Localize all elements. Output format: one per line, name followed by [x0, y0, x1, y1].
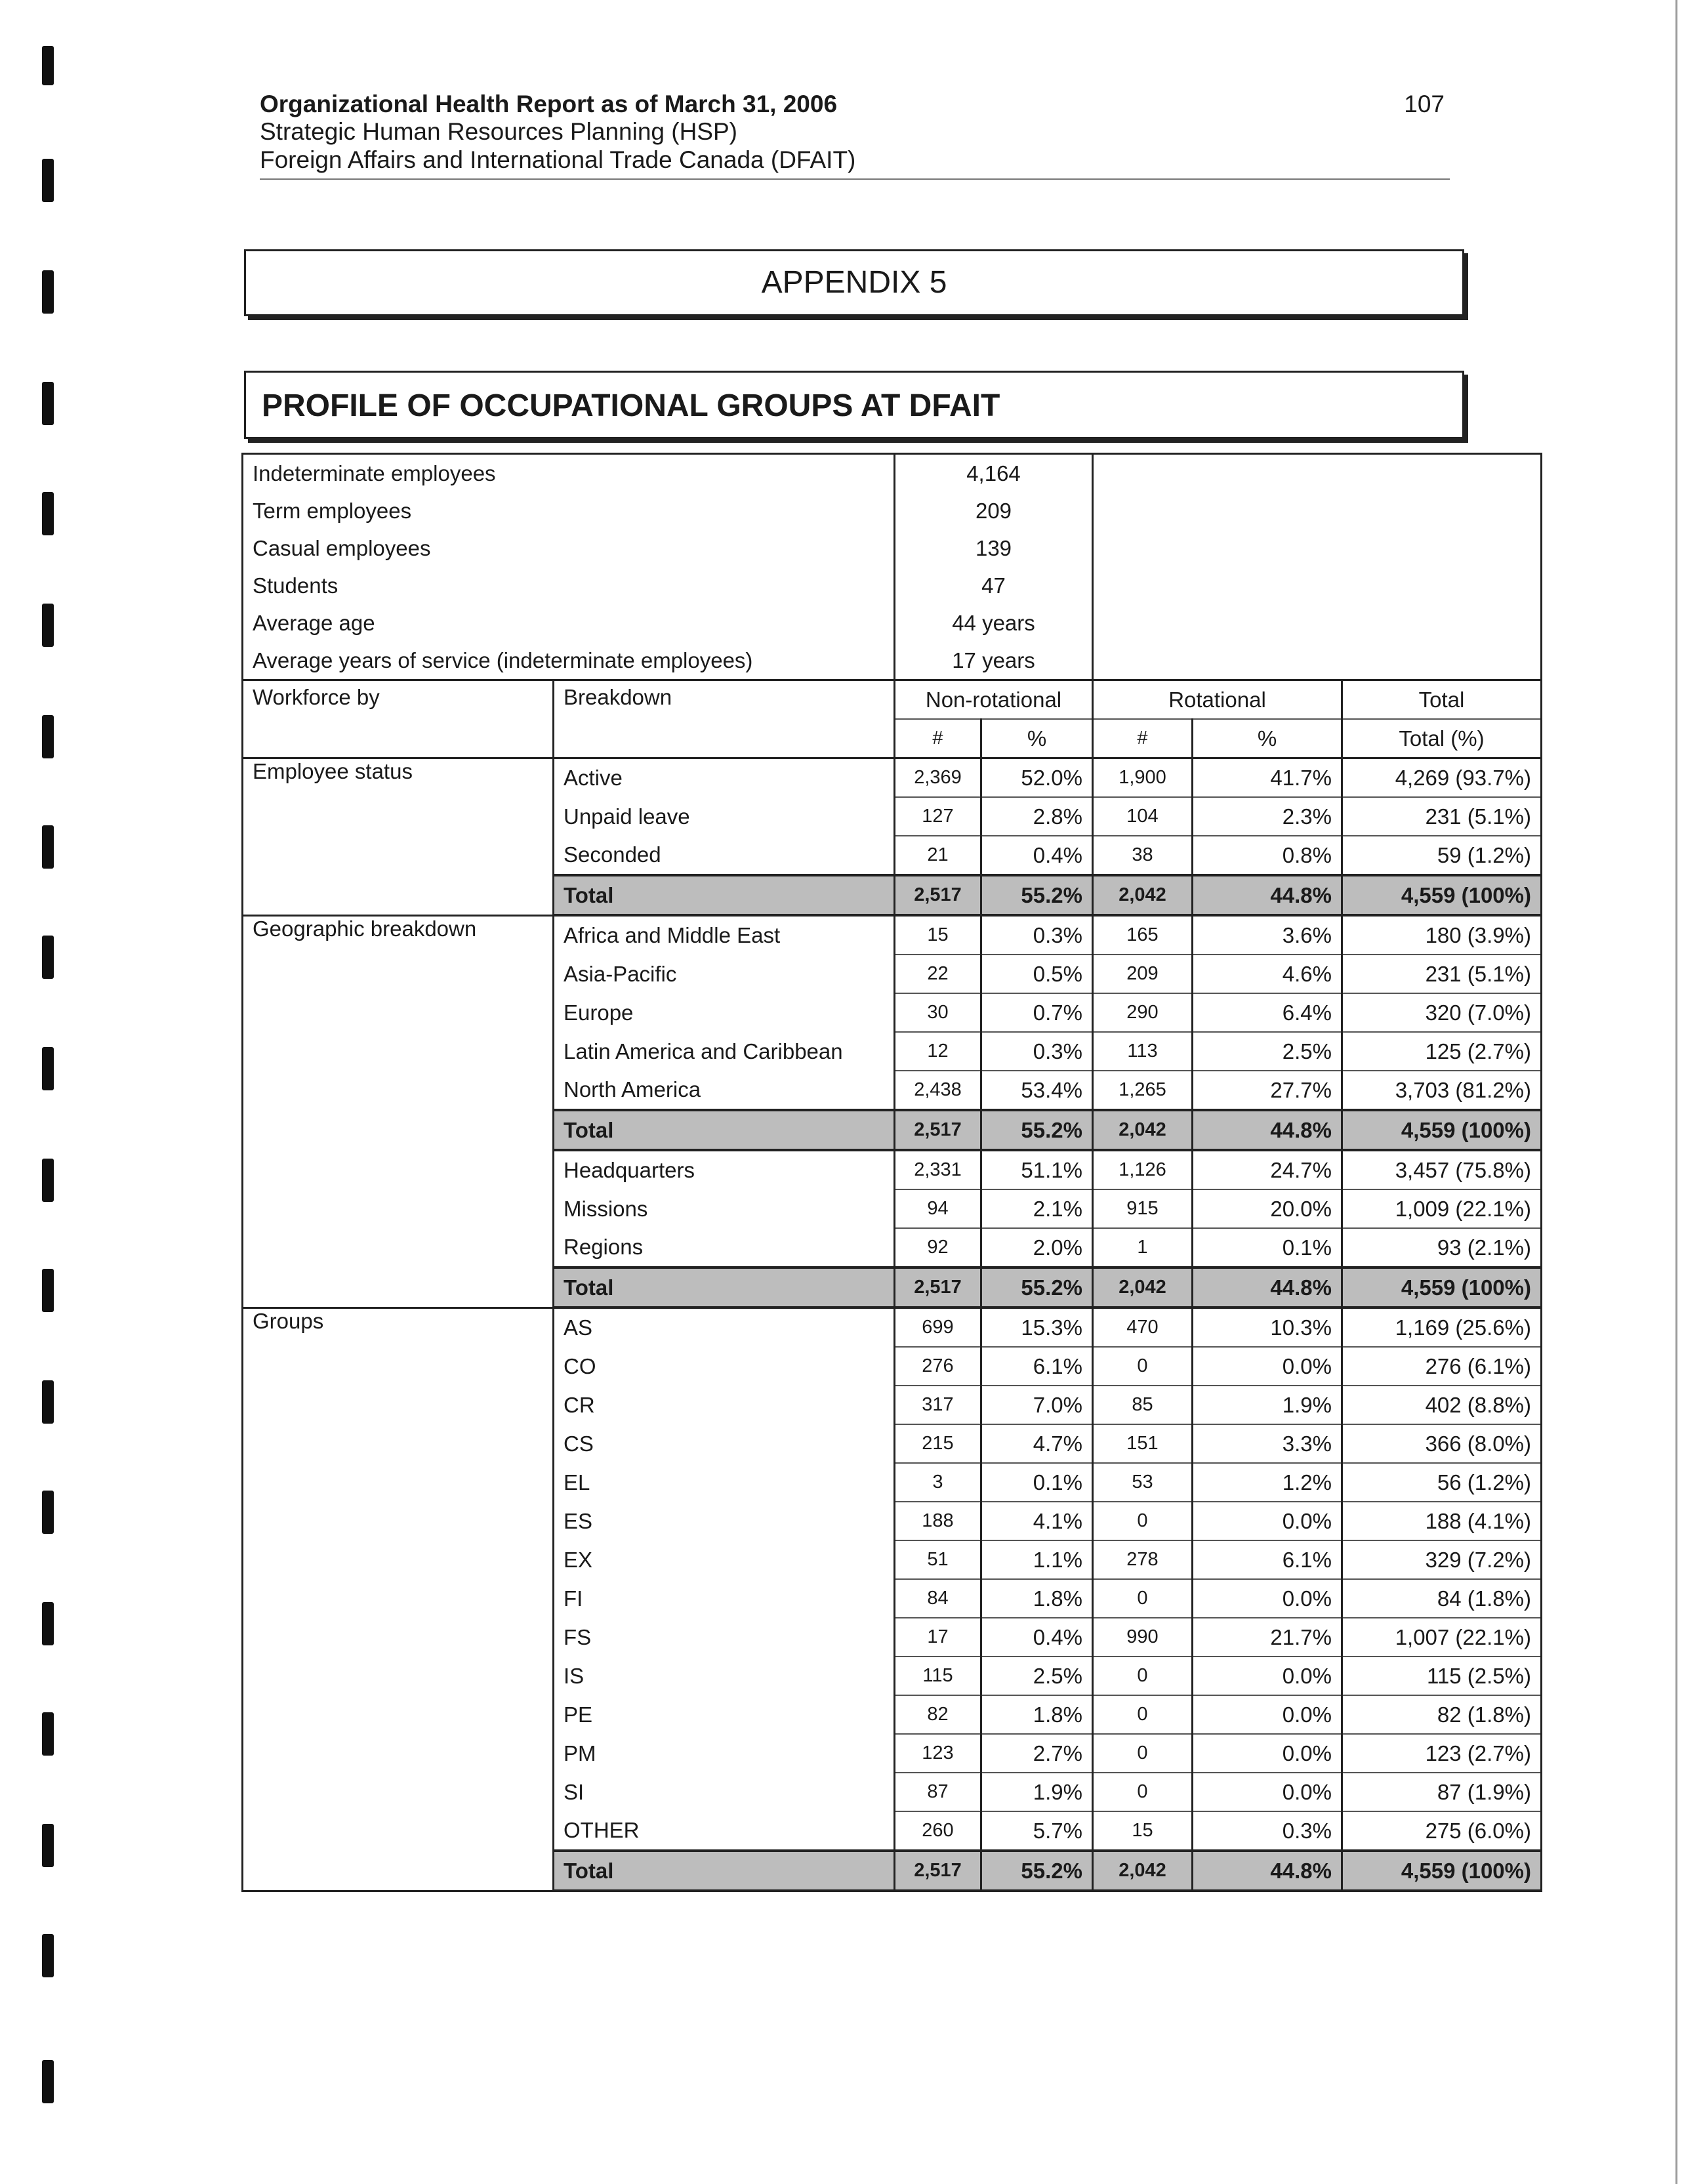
binder-hole-mark: [42, 1269, 54, 1312]
nonrot-count-cell: 87: [895, 1773, 981, 1811]
table-row: [243, 758, 1542, 798]
binder-hole-mark: [42, 1047, 54, 1090]
nonrot-count-cell: 317: [895, 1386, 981, 1424]
summary-row: [243, 567, 1542, 604]
rot-pct-cell: 27.7%: [1193, 1071, 1342, 1110]
page-number: 107: [1404, 91, 1445, 117]
total-cell: 59 (1.2%): [1342, 836, 1542, 875]
total-cell: 402 (8.8%): [1342, 1386, 1542, 1424]
total-cell: 231 (5.1%): [1342, 797, 1542, 836]
summary-block: [243, 454, 1542, 680]
rot-pct-cell: 0.0%: [1193, 1347, 1342, 1386]
nonrot-count-cell: 2,369: [895, 758, 981, 798]
nonrot-pct-cell: 1.8%: [981, 1695, 1093, 1734]
total-cell: 125 (2.7%): [1342, 1032, 1542, 1071]
summary-row: [243, 604, 1542, 642]
rot-pct-cell: 41.7%: [1193, 758, 1342, 798]
breakdown-cell: Latin America and Caribbean: [554, 1032, 895, 1071]
total-cell: 4,559 (100%): [1342, 1110, 1542, 1150]
summary-blank: [1093, 642, 1542, 680]
summary-row: [243, 492, 1542, 529]
breakdown-cell: CO: [554, 1347, 895, 1386]
profile-table: [241, 453, 1542, 1892]
breakdown-cell: CR: [554, 1386, 895, 1424]
nonrot-pct-cell: 0.3%: [981, 915, 1093, 955]
nonrot-pct-cell: 0.4%: [981, 1618, 1093, 1657]
breakdown-cell: Regions: [554, 1228, 895, 1267]
binder-hole-mark: [42, 1934, 54, 1977]
rot-count-cell: 278: [1093, 1540, 1193, 1579]
breakdown-cell: FI: [554, 1579, 895, 1618]
rot-pct-cell: 0.0%: [1193, 1773, 1342, 1811]
section-label: Employee status: [243, 758, 554, 916]
col-workforce-by: Workforce by: [243, 680, 554, 758]
rot-pct-cell: 44.8%: [1193, 1851, 1342, 1891]
breakdown-cell: ES: [554, 1502, 895, 1540]
nonrot-count-cell: 30: [895, 993, 981, 1032]
rot-count-cell: 0: [1093, 1657, 1193, 1695]
rot-pct-cell: 0.0%: [1193, 1695, 1342, 1734]
nonrot-count-cell: 2,438: [895, 1071, 981, 1110]
summary-value: 4,164: [895, 454, 1093, 493]
summary-label: Average years of service (indeterminate employees): [243, 642, 895, 680]
rot-pct-cell: 0.0%: [1193, 1657, 1342, 1695]
nonrot-count-cell: 22: [895, 955, 981, 993]
nonrot-pct-cell: 55.2%: [981, 1110, 1093, 1150]
rot-count-cell: 165: [1093, 915, 1193, 955]
nonrot-pct-cell: 55.2%: [981, 875, 1093, 915]
rot-count-cell: 2,042: [1093, 1851, 1193, 1891]
nonrot-count-cell: 276: [895, 1347, 981, 1386]
binder-hole-mark: [42, 2060, 54, 2103]
rot-count-cell: 915: [1093, 1189, 1193, 1228]
col-r-pct: %: [1193, 719, 1342, 758]
table-row: [243, 1308, 1542, 1347]
nonrot-count-cell: 82: [895, 1695, 981, 1734]
rot-count-cell: 0: [1093, 1734, 1193, 1773]
total-cell: 123 (2.7%): [1342, 1734, 1542, 1773]
col-non-rotational: Non-rotational: [895, 680, 1093, 720]
total-cell: 180 (3.9%): [1342, 915, 1542, 955]
nonrot-pct-cell: 0.3%: [981, 1032, 1093, 1071]
nonrot-pct-cell: 1.8%: [981, 1579, 1093, 1618]
rot-pct-cell: 0.3%: [1193, 1811, 1342, 1851]
total-cell: 82 (1.8%): [1342, 1695, 1542, 1734]
rot-pct-cell: 6.4%: [1193, 993, 1342, 1032]
binder-hole-mark: [42, 1602, 54, 1645]
summary-label: Average age: [243, 604, 895, 642]
col-r-num: #: [1093, 719, 1193, 758]
rot-count-cell: 2,042: [1093, 1267, 1193, 1308]
rot-count-cell: 104: [1093, 797, 1193, 836]
breakdown-cell: IS: [554, 1657, 895, 1695]
nonrot-pct-cell: 4.1%: [981, 1502, 1093, 1540]
breakdown-cell: Total: [554, 875, 895, 915]
col-nr-pct: %: [981, 719, 1093, 758]
total-cell: 87 (1.9%): [1342, 1773, 1542, 1811]
nonrot-count-cell: 699: [895, 1308, 981, 1347]
summary-blank: [1093, 567, 1542, 604]
nonrot-pct-cell: 2.8%: [981, 797, 1093, 836]
total-cell: 1,169 (25.6%): [1342, 1308, 1542, 1347]
section-label: Groups: [243, 1308, 554, 1891]
breakdown-cell: Unpaid leave: [554, 797, 895, 836]
binder-hole-mark: [42, 604, 54, 647]
section-label: Geographic breakdown: [243, 915, 554, 1308]
rot-pct-cell: 44.8%: [1193, 875, 1342, 915]
binder-hole-mark: [42, 1824, 54, 1867]
summary-blank: [1093, 604, 1542, 642]
binder-spine: [0, 0, 79, 2184]
nonrot-count-cell: 15: [895, 915, 981, 955]
nonrot-count-cell: 94: [895, 1189, 981, 1228]
nonrot-count-cell: 2,517: [895, 1851, 981, 1891]
breakdown-cell: Active: [554, 758, 895, 798]
rot-pct-cell: 0.8%: [1193, 836, 1342, 875]
nonrot-pct-cell: 2.1%: [981, 1189, 1093, 1228]
nonrot-pct-cell: 6.1%: [981, 1347, 1093, 1386]
rot-pct-cell: 21.7%: [1193, 1618, 1342, 1657]
breakdown-cell: FS: [554, 1618, 895, 1657]
total-cell: 188 (4.1%): [1342, 1502, 1542, 1540]
nonrot-count-cell: 123: [895, 1734, 981, 1773]
page-header: [260, 91, 1450, 180]
summary-label: Indeterminate employees: [243, 454, 895, 493]
nonrot-count-cell: 2,331: [895, 1150, 981, 1189]
appendix-title: APPENDIX 5: [244, 249, 1464, 316]
total-cell: 1,009 (22.1%): [1342, 1189, 1542, 1228]
nonrot-pct-cell: 1.9%: [981, 1773, 1093, 1811]
nonrot-count-cell: 84: [895, 1579, 981, 1618]
rot-count-cell: 15: [1093, 1811, 1193, 1851]
rot-count-cell: 1,900: [1093, 758, 1193, 798]
summary-blank: [1093, 529, 1542, 567]
rot-count-cell: 990: [1093, 1618, 1193, 1657]
total-cell: 115 (2.5%): [1342, 1657, 1542, 1695]
nonrot-count-cell: 2,517: [895, 1267, 981, 1308]
profile-title: PROFILE OF OCCUPATIONAL GROUPS AT DFAIT: [244, 371, 1464, 439]
nonrot-pct-cell: 2.5%: [981, 1657, 1093, 1695]
binder-hole-mark: [42, 270, 54, 314]
nonrot-pct-cell: 55.2%: [981, 1267, 1093, 1308]
report-title: Organizational Health Report as of March 31, 2006: [260, 91, 838, 117]
rot-count-cell: 0: [1093, 1773, 1193, 1811]
summary-value: 139: [895, 529, 1093, 567]
rot-pct-cell: 24.7%: [1193, 1150, 1342, 1189]
breakdown-cell: AS: [554, 1308, 895, 1347]
rot-count-cell: 113: [1093, 1032, 1193, 1071]
rot-pct-cell: 3.3%: [1193, 1424, 1342, 1463]
nonrot-pct-cell: 1.1%: [981, 1540, 1093, 1579]
col-nr-num: #: [895, 719, 981, 758]
nonrot-pct-cell: 7.0%: [981, 1386, 1093, 1424]
binder-hole-mark: [42, 382, 54, 425]
rot-pct-cell: 44.8%: [1193, 1110, 1342, 1150]
summary-value: 209: [895, 492, 1093, 529]
total-cell: 56 (1.2%): [1342, 1463, 1542, 1502]
rot-pct-cell: 1.9%: [1193, 1386, 1342, 1424]
nonrot-count-cell: 215: [895, 1424, 981, 1463]
breakdown-cell: Asia-Pacific: [554, 955, 895, 993]
col-total: Total: [1342, 680, 1542, 720]
total-cell: 320 (7.0%): [1342, 993, 1542, 1032]
binder-hole-mark: [42, 1712, 54, 1756]
rot-pct-cell: 1.2%: [1193, 1463, 1342, 1502]
nonrot-count-cell: 115: [895, 1657, 981, 1695]
nonrot-count-cell: 12: [895, 1032, 981, 1071]
nonrot-count-cell: 51: [895, 1540, 981, 1579]
summary-label: Students: [243, 567, 895, 604]
summary-value: 17 years: [895, 642, 1093, 680]
nonrot-count-cell: 17: [895, 1618, 981, 1657]
breakdown-cell: Headquarters: [554, 1150, 895, 1189]
breakdown-cell: EX: [554, 1540, 895, 1579]
nonrot-pct-cell: 2.7%: [981, 1734, 1093, 1773]
nonrot-pct-cell: 52.0%: [981, 758, 1093, 798]
rot-count-cell: 1,126: [1093, 1150, 1193, 1189]
summary-label: Term employees: [243, 492, 895, 529]
rot-pct-cell: 0.0%: [1193, 1734, 1342, 1773]
summary-blank: [1093, 454, 1542, 493]
rot-pct-cell: 3.6%: [1193, 915, 1342, 955]
nonrot-count-cell: 3: [895, 1463, 981, 1502]
nonrot-pct-cell: 53.4%: [981, 1071, 1093, 1110]
col-breakdown: Breakdown: [554, 680, 895, 758]
total-cell: 366 (8.0%): [1342, 1424, 1542, 1463]
rot-pct-cell: 6.1%: [1193, 1540, 1342, 1579]
report-subtitle: Strategic Human Resources Planning (HSP): [260, 118, 737, 145]
binder-hole-mark: [42, 159, 54, 202]
rot-count-cell: 2,042: [1093, 875, 1193, 915]
nonrot-pct-cell: 0.4%: [981, 836, 1093, 875]
col-total-pct: Total (%): [1342, 719, 1542, 758]
rot-pct-cell: 20.0%: [1193, 1189, 1342, 1228]
total-cell: 84 (1.8%): [1342, 1579, 1542, 1618]
nonrot-count-cell: 2,517: [895, 1110, 981, 1150]
rot-count-cell: 53: [1093, 1463, 1193, 1502]
breakdown-cell: PM: [554, 1734, 895, 1773]
total-cell: 3,703 (81.2%): [1342, 1071, 1542, 1110]
table-body: [243, 758, 1542, 1891]
nonrot-pct-cell: 0.7%: [981, 993, 1093, 1032]
rot-pct-cell: 0.1%: [1193, 1228, 1342, 1267]
summary-value: 47: [895, 567, 1093, 604]
table-row: [243, 915, 1542, 955]
rot-pct-cell: 10.3%: [1193, 1308, 1342, 1347]
rot-pct-cell: 0.0%: [1193, 1502, 1342, 1540]
breakdown-cell: North America: [554, 1071, 895, 1110]
rot-count-cell: 85: [1093, 1386, 1193, 1424]
rot-count-cell: 290: [1093, 993, 1193, 1032]
total-cell: 231 (5.1%): [1342, 955, 1542, 993]
binder-hole-mark: [42, 1380, 54, 1424]
binder-hole-mark: [42, 46, 54, 85]
total-cell: 276 (6.1%): [1342, 1347, 1542, 1386]
summary-row: [243, 529, 1542, 567]
rot-pct-cell: 2.5%: [1193, 1032, 1342, 1071]
rot-pct-cell: 44.8%: [1193, 1267, 1342, 1308]
rot-pct-cell: 0.0%: [1193, 1579, 1342, 1618]
total-cell: 1,007 (22.1%): [1342, 1618, 1542, 1657]
summary-value: 44 years: [895, 604, 1093, 642]
page-edge: [1675, 0, 1677, 2184]
summary-row: [243, 642, 1542, 680]
table-header: [243, 680, 1542, 758]
binder-hole-mark: [42, 492, 54, 535]
nonrot-pct-cell: 5.7%: [981, 1811, 1093, 1851]
total-cell: 4,269 (93.7%): [1342, 758, 1542, 798]
nonrot-pct-cell: 2.0%: [981, 1228, 1093, 1267]
nonrot-pct-cell: 15.3%: [981, 1308, 1093, 1347]
rot-count-cell: 1: [1093, 1228, 1193, 1267]
nonrot-pct-cell: 0.1%: [981, 1463, 1093, 1502]
rot-count-cell: 0: [1093, 1347, 1193, 1386]
binder-hole-mark: [42, 936, 54, 979]
summary-label: Casual employees: [243, 529, 895, 567]
rot-pct-cell: 4.6%: [1193, 955, 1342, 993]
rot-count-cell: 2,042: [1093, 1110, 1193, 1150]
rot-count-cell: 0: [1093, 1695, 1193, 1734]
binder-hole-mark: [42, 1159, 54, 1202]
nonrot-pct-cell: 51.1%: [981, 1150, 1093, 1189]
nonrot-pct-cell: 4.7%: [981, 1424, 1093, 1463]
breakdown-cell: OTHER: [554, 1811, 895, 1851]
breakdown-cell: CS: [554, 1424, 895, 1463]
summary-blank: [1093, 492, 1542, 529]
nonrot-count-cell: 92: [895, 1228, 981, 1267]
total-cell: 4,559 (100%): [1342, 1267, 1542, 1308]
total-cell: 4,559 (100%): [1342, 875, 1542, 915]
breakdown-cell: Seconded: [554, 836, 895, 875]
nonrot-count-cell: 260: [895, 1811, 981, 1851]
rot-count-cell: 151: [1093, 1424, 1193, 1463]
total-cell: 275 (6.0%): [1342, 1811, 1542, 1851]
summary-row: [243, 454, 1542, 493]
breakdown-cell: Europe: [554, 993, 895, 1032]
nonrot-count-cell: 21: [895, 836, 981, 875]
binder-hole-mark: [42, 715, 54, 758]
breakdown-cell: Total: [554, 1267, 895, 1308]
total-cell: 3,457 (75.8%): [1342, 1150, 1542, 1189]
nonrot-count-cell: 127: [895, 797, 981, 836]
breakdown-cell: PE: [554, 1695, 895, 1734]
breakdown-cell: Africa and Middle East: [554, 915, 895, 955]
breakdown-cell: Total: [554, 1110, 895, 1150]
rot-count-cell: 1,265: [1093, 1071, 1193, 1110]
rot-count-cell: 0: [1093, 1579, 1193, 1618]
rot-count-cell: 470: [1093, 1308, 1193, 1347]
rot-pct-cell: 2.3%: [1193, 797, 1342, 836]
binder-hole-mark: [42, 1491, 54, 1534]
total-cell: 329 (7.2%): [1342, 1540, 1542, 1579]
rot-count-cell: 38: [1093, 836, 1193, 875]
nonrot-pct-cell: 55.2%: [981, 1851, 1093, 1891]
rot-count-cell: 0: [1093, 1502, 1193, 1540]
nonrot-count-cell: 2,517: [895, 875, 981, 915]
breakdown-cell: SI: [554, 1773, 895, 1811]
binder-hole-mark: [42, 825, 54, 869]
rot-count-cell: 209: [1093, 955, 1193, 993]
breakdown-cell: Total: [554, 1851, 895, 1891]
total-cell: 93 (2.1%): [1342, 1228, 1542, 1267]
col-rotational: Rotational: [1093, 680, 1342, 720]
nonrot-count-cell: 188: [895, 1502, 981, 1540]
report-department: Foreign Affairs and International Trade Canada (DFAIT): [260, 146, 856, 173]
total-cell: 4,559 (100%): [1342, 1851, 1542, 1891]
breakdown-cell: EL: [554, 1463, 895, 1502]
breakdown-cell: Missions: [554, 1189, 895, 1228]
nonrot-pct-cell: 0.5%: [981, 955, 1093, 993]
